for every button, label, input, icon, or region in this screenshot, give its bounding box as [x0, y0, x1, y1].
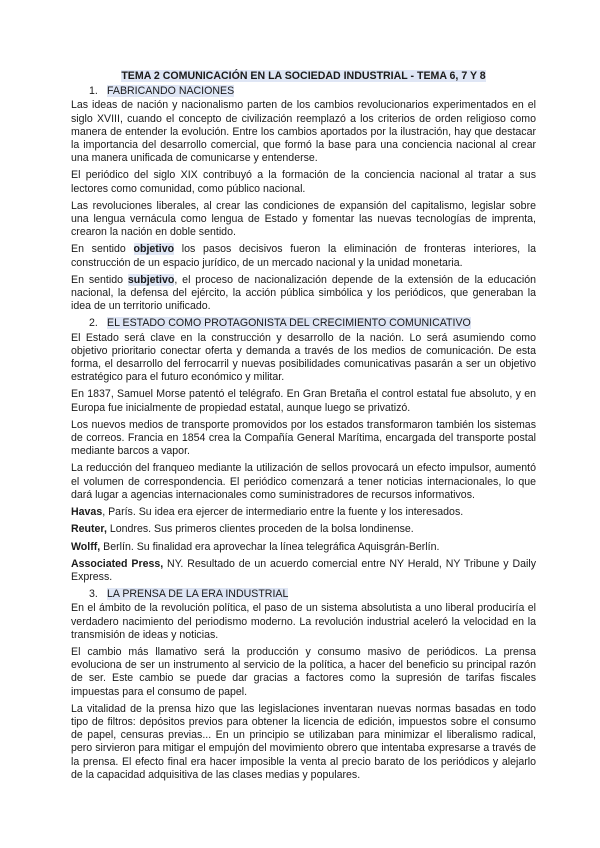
- paragraph: El periódico del siglo XIX contribuyó a la formación de la conciencia nacional al tratar a sus lectores como comunidad, como público nacional.: [71, 169, 536, 195]
- paragraph: El cambio más llamativo será la producción y consumo masivo de periódicos. La prensa evoluciona de ser un instrumento al servicio de la política, a hacer del beneficio su principal razón de ser. Este cambio se puede dar gracias a factores como la supresión de tarifas fiscales impuestas para el consumo de papel.: [71, 645, 536, 698]
- document-title: TEMA 2 COMUNICACIÓN EN LA SOCIEDAD INDUSTRIAL - TEMA 6, 7 Y 8: [121, 70, 486, 82]
- agency-item: Wolff, Berlín. Su finalidad era aprovechar la línea telegráfica Aquisgrán-Berlín.: [71, 540, 440, 553]
- paragraph: Los nuevos medios de transporte promovidos por los estados transformaron también los sistemas de correos. Francia en 1854 crea la Compañía General Marítima, encargada del transporte postal mediante barcos a vapor.: [71, 418, 536, 458]
- paragraph: Las ideas de nación y nacionalismo parten de los cambios revolucionarios experimentados en el siglo XVIII, cuando el concepto de civilización reemplazó a los criterios de orden religioso como manera de entender la evolución. Entre los cambios aportados por la ilustración, hay que destacar la importancia del desarrollo comercial, que formó la base para una conciencia nacional al crear una manera unificada de comunicarse y entenderse.: [71, 99, 536, 165]
- agency-item: Associated Press, NY. Resultado de un acuerdo comercial entre NY Herald, NY Tribune y Daily Express.: [71, 557, 536, 583]
- paragraph: En el ámbito de la revolución política, el paso de un sistema absolutista a uno liberal produciría el verdadero nacimiento del periodismo moderno. La revolución industrial aceleró la velocidad en la transmisión de ideas y noticias.: [71, 602, 536, 641]
- paragraph: En sentido objetivo los pasos decisivos fueron la eliminación de fronteras interiores, la construcción de un espacio jurídico, de un mercado nacional y la unidad monetaria.: [71, 243, 536, 269]
- paragraph: La vitalidad de la prensa hizo que las legislaciones inventaran nuevas normas basadas en todo tipo de filtros: depósitos previos para obtener la licencia de edición, impuestos sobre el consumo de papel, censuras previas... En un principio se utilizaban para minimizar el liberalismo radical, pero sirvieron para mitigar el empujón del movimiento obrero que intentaba expresarse a través de la prensa. El efecto final era hacer imposible la venta al precio barato de los periódicos y alejarlo de la capacidad adquisitiva de las clases medias y populares.: [71, 702, 536, 781]
- section-heading-2: 2. EL ESTADO COMO PROTAGONISTA DEL CRECIMIENTO COMUNICATIVO: [89, 317, 471, 330]
- paragraph: En 1837, Samuel Morse patentó el telégrafo. En Gran Bretaña el control estatal fue absoluto, y en Europa fue inicialmente de propiedad estatal, aunque luego se privatizó.: [71, 388, 536, 414]
- paragraph: El Estado será clave en la construcción y desarrollo de la nación. Lo será asumiendo como objetivo prioritario conectar oferta y demanda a través de los medios de comunicación. De esta forma, el desarrollo del ferrocarril y nuevas posibilidades comunicativas pasarán a ser un objetivo estratégico para el futuro económico y militar.: [71, 331, 536, 384]
- paragraph: Las revoluciones liberales, al crear las condiciones de expansión del capitalismo, legislar sobre una lengua vernácula como lengua de Estado y fomentar las nuevas tecnologías de imprenta, crearon la nación en doble sentido.: [71, 199, 536, 239]
- agency-item: Havas, París. Su idea era ejercer de intermediario entre la fuente y los interesados.: [71, 506, 464, 519]
- section-heading-3: 3. LA PRENSA DE LA ERA INDUSTRIAL: [89, 588, 289, 601]
- section-heading-1: 1. FABRICANDO NACIONES: [89, 85, 235, 98]
- agency-item: Reuter, Londres. Sus primeros clientes proceden de la bolsa londinense.: [71, 523, 414, 536]
- paragraph: En sentido subjetivo, el proceso de nacionalización depende de la extensión de la educación nacional, la defensa del ejército, la acción pública simbólica y los periódicos, que generaban la idea de un territorio unificado.: [71, 273, 536, 313]
- paragraph: La reducción del franqueo mediante la utilización de sellos provocará un efecto impulsor, aumentó el volumen de correspondencia. El periódico comenzará a tener noticias internacionales, lo que dará lugar a agencias internacionales como suministradores de recursos informativos.: [71, 462, 536, 501]
